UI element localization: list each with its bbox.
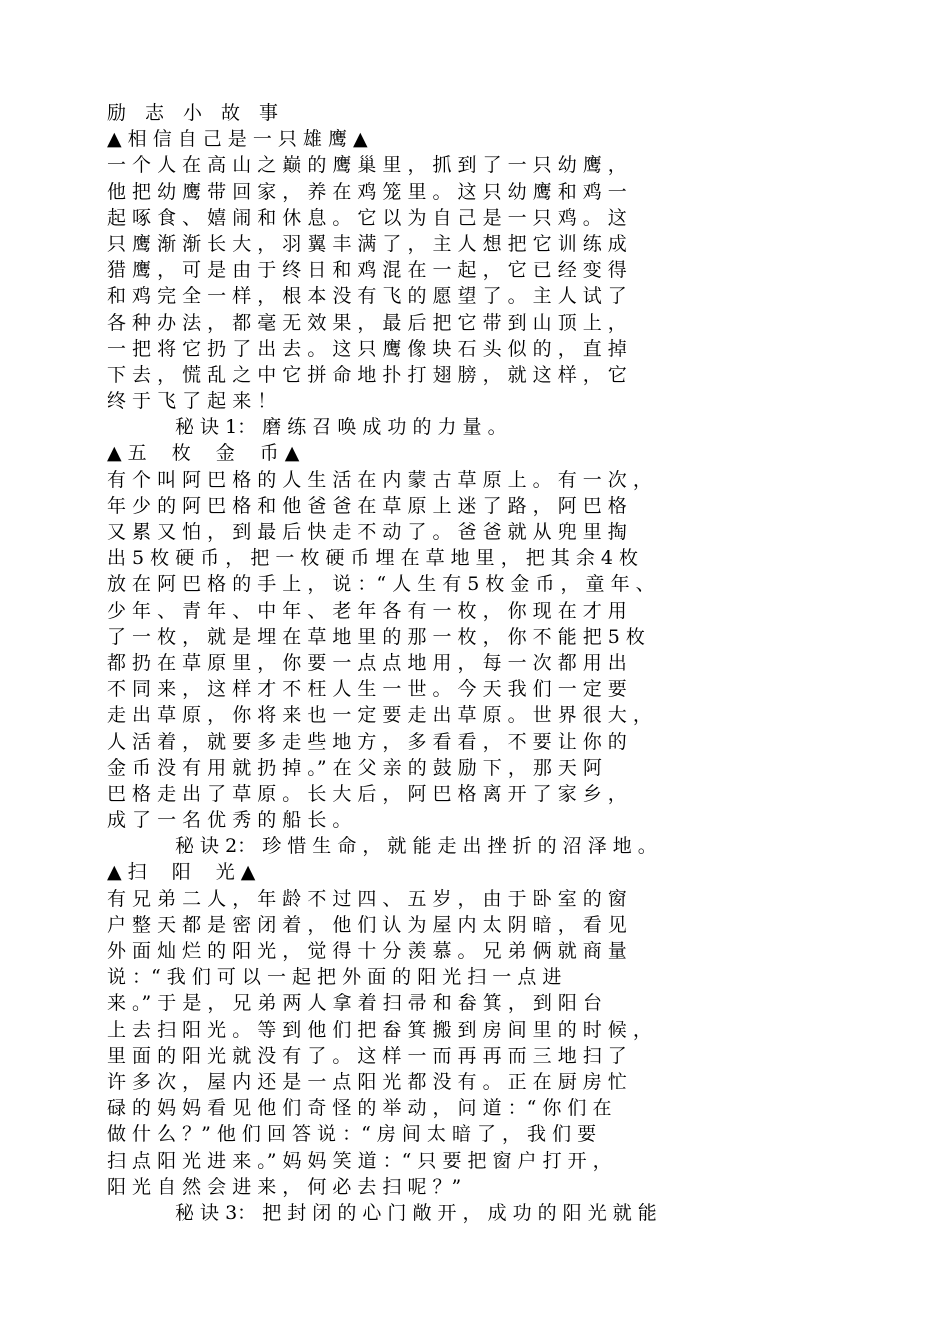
story-3-line: 里 面 的 阳 光 就 没 有 了 。 这 样 一 而 再 再 而 三 地 扫 了 [107, 1044, 627, 1067]
story-2-line: 放 在 阿 巴 格 的 手 上 ， 说 ：“ 人 生 有 5 枚 金 币 ， 童 年 、 [107, 573, 655, 596]
story-3-line: 外 面 灿 烂 的 阳 光 ， 觉 得 十 分 羡 慕 。 兄 弟 俩 就 商 量 [107, 940, 627, 962]
story-1-line: 一 个 人 在 高 山 之 巅 的 鹰 巢 里 ， 抓 到 了 一 只 幼 鹰 ， [107, 154, 627, 177]
story-1-line: 和 鸡 完 全 一 样 ， 根 本 没 有 飞 的 愿 望 了 。 主 人 试 了 [107, 285, 627, 308]
story-2-line: 又 累 又 怕 ， 到 最 后 快 走 不 动 了 。 爸 爸 就 从 兜 里 掏 [107, 521, 627, 543]
story-3-line: 来 。” 于 是 ， 兄 弟 两 人 拿 着 扫 帚 和 畚 箕 ， 到 阳 台 [107, 992, 602, 1015]
story-3-line: 扫 点 阳 光 进 来 。” 妈 妈 笑 道 ：“ 只 要 把 窗 户 打 开 ， [107, 1149, 612, 1172]
story-3-line: 碌 的 妈 妈 看 见 他 们 奇 怪 的 举 动 ， 问 道 ：“ 你 们 在 [107, 1097, 612, 1120]
story-3-line: 户 整 天 都 是 密 闭 着 ， 他 们 认 为 屋 内 太 阴 暗 ， 看 见 [107, 913, 627, 936]
story-3-line: 说 ：“ 我 们 可 以 一 起 把 外 面 的 阳 光 扫 一 点 进 [107, 966, 562, 989]
document-body [107, 100, 867, 1226]
story-1-heading: ▲ 相 信 自 己 是 一 只 雄 鹰 ▲ [107, 128, 368, 151]
story-3-line: 阳 光 自 然 会 进 来 ， 何 必 去 扫 呢 ？” [107, 1175, 462, 1198]
story-3-line: 上 去 扫 阳 光 。 等 到 他 们 把 畚 箕 搬 到 房 间 里 的 时 候 ， [107, 1018, 652, 1041]
story-2-line: 人 活 着 ， 就 要 多 走 些 地 方 ， 多 看 看 ， 不 要 让 你 的 [107, 730, 627, 753]
story-2-line: 走 出 草 原 ， 你 将 来 也 一 定 要 走 出 草 原 。 世 界 很 大 ， [107, 704, 652, 727]
story-2-heading: ▲ 五 枚 金 币 ▲ [107, 442, 300, 465]
story-2-line: 少 年 、 青 年 、 中 年 、 老 年 各 有 一 枚 ， 你 现 在 才 用 [107, 599, 627, 622]
story-1-secret: 秘 诀 1： 磨 练 召 唤 成 功 的 力 量 。 [175, 416, 507, 439]
story-1-line: 只 鹰 渐 渐 长 大 ， 羽 翼 丰 满 了 ， 主 人 想 把 它 训 练 成 [107, 232, 627, 255]
story-3-heading: ▲ 扫 阳 光 ▲ [107, 861, 256, 884]
story-2-secret: 秘 诀 2： 珍 惜 生 命 ， 就 能 走 出 挫 折 的 沼 泽 地 。 [175, 835, 657, 858]
story-2-line: 巴 格 走 出 了 草 原 。 长 大 后 ， 阿 巴 格 离 开 了 家 乡 ， [107, 782, 627, 805]
story-1-line: 他 把 幼 鹰 带 回 家 ， 养 在 鸡 笼 里 。 这 只 幼 鹰 和 鸡 一 [107, 180, 627, 203]
story-3-line: 许 多 次 ， 屋 内 还 是 一 点 阳 光 都 没 有 。 正 在 厨 房 忙 [107, 1070, 627, 1093]
story-1-line: 起 啄 食 、 嬉 闹 和 休 息 。 它 以 为 自 己 是 一 只 鸡 。 这 [107, 206, 627, 229]
story-2-line: 了 一 枚 ， 就 是 埋 在 草 地 里 的 那 一 枚 ， 你 不 能 把 5 枚 [107, 625, 645, 648]
document-title: 励 志 小 故 事 [107, 102, 279, 124]
story-3-line: 做 什 么 ？” 他 们 回 答 说 ：“ 房 间 太 暗 了 ， 我 们 要 [107, 1123, 597, 1146]
story-2-line: 有 个 叫 阿 巴 格 的 人 生 活 在 内 蒙 古 草 原 上 。 有 一 次 ， [107, 468, 652, 491]
story-2-line: 出 5 枚 硬 币 ， 把 一 枚 硬 币 埋 在 草 地 里 ， 把 其 余 4 枚 [107, 547, 639, 570]
story-1-line: 猎 鹰 ， 可 是 由 于 终 日 和 鸡 混 在 一 起 ， 它 已 经 变 得 [107, 259, 627, 282]
story-1-line: 终 于 飞 了 起 来 ！ [107, 390, 277, 413]
story-2-line: 成 了 一 名 优 秀 的 船 长 。 [107, 809, 352, 832]
story-3-line: 有 兄 弟 二 人 ， 年 龄 不 过 四 、 五 岁 ， 由 于 卧 室 的 窗 [107, 887, 627, 910]
story-1-line: 下 去 ， 慌 乱 之 中 它 拼 命 地 扑 打 翅 膀 ， 就 这 样 ， 它 [107, 363, 627, 386]
story-2-line: 年 少 的 阿 巴 格 和 他 爸 爸 在 草 原 上 迷 了 路 ， 阿 巴 格 [107, 494, 627, 517]
story-2-line: 都 扔 在 草 原 里 ， 你 要 一 点 点 地 用 ， 每 一 次 都 用 出 [107, 651, 627, 674]
story-3-secret: 秘 诀 3： 把 封 闭 的 心 门 敞 开 ， 成 功 的 阳 光 就 能 [175, 1201, 657, 1224]
story-1-line: 各 种 办 法 ， 都 毫 无 效 果 ， 最 后 把 它 带 到 山 顶 上 ， [107, 311, 627, 334]
story-2-line: 金 币 没 有 用 就 扔 掉 。” 在 父 亲 的 鼓 励 下 ， 那 天 阿 [107, 756, 602, 779]
story-2-line: 不 同 来 ， 这 样 才 不 枉 人 生 一 世 。 今 天 我 们 一 定 要 [107, 678, 627, 701]
story-1-line: 一 把 将 它 扔 了 出 去 。 这 只 鹰 像 块 石 头 似 的 ， 直 掉 [107, 337, 627, 360]
